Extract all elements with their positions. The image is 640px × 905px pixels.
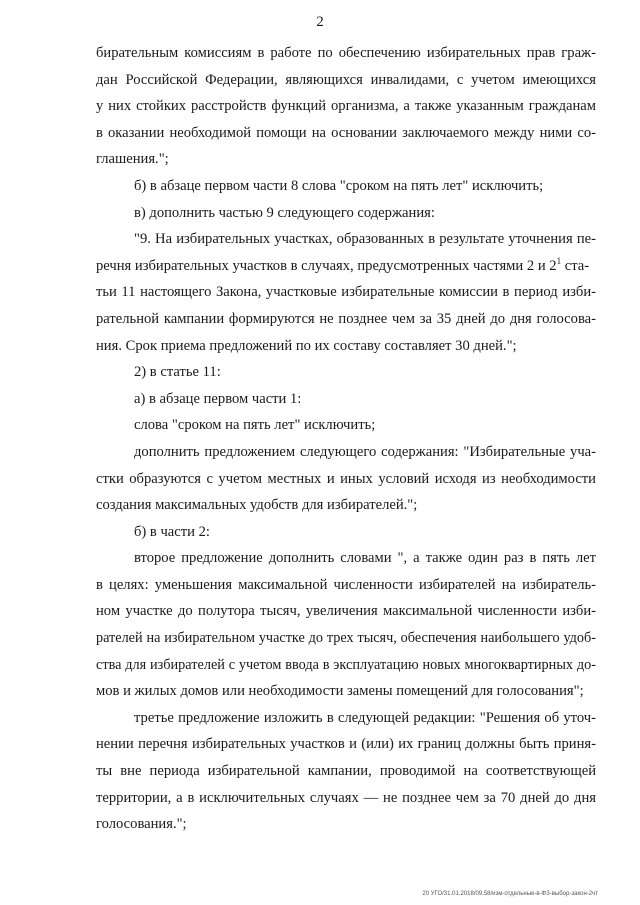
text-line: тьи 11 настоящего Закона, участковые избирательные комиссии в период изби- [96,284,596,301]
text-line [96,253,596,280]
text-line: в оказании необходимой помощи на основании заключаемого между ними со- [96,124,596,141]
text-line: рателей на избирательном участке до трех тысяч, обеспечения наибольшего удоб- [96,630,596,647]
text-line: третье предложение изложить в следующей редакции: "Решения об уточ- [134,709,596,726]
text-line: глашения."; [96,151,169,168]
text-line: территории, а в исключительных случаях — не позднее чем за 70 дней до дня [96,789,596,806]
text-line: второе предложение дополнить словами ", а также один раз в пять лет [134,550,596,567]
superscript: 1 [556,255,562,266]
text-line: дополнить предложением следующего содержания: "Избирательные уча- [134,443,596,460]
page-number: 2 [316,14,324,30]
text-line: 2) в статье 11: [134,364,221,381]
text-line: нении перечня избирательных участков и (или) их границ должны быть приня- [96,736,596,753]
text-line: "9. На избирательных участках, образованных в результате уточнения пе- [134,231,596,248]
text-line: б) в абзаце первом части 8 слова "сроком на пять лет" исключить; [134,177,544,194]
text-line: голосования."; [96,816,187,833]
text-line: ты вне периода избирательной кампании, проводимой на соответствующей [96,763,596,780]
text-line: создания максимальных удобств для избирателей."; [96,497,418,514]
text-line: стки образуются с учетом местных и иных условий исходя из необходимости [96,470,596,487]
text-line: у них стойких расстройств функций организма, а также указанным гражданам [96,98,596,115]
text-segment: ста- [561,257,590,274]
text-line: дан Российской Федерации, являющихся инвалидами, с учетом имеющихся [96,71,596,88]
text-line: ния. Срок приема предложений по их составу составляет 30 дней."; [96,337,517,354]
text-line: ном участке до полутора тысяч, увеличения максимальной численности изби- [96,603,596,620]
text-line: ства для избирателей с учетом ввода в эксплуатацию новых многоквартирных до- [96,656,596,673]
text-segment: речня избирательных участков в случаях, предусмотренных частями 2 и 2 [96,257,557,274]
text-line: в) дополнить частью 9 следующего содержания: [134,204,435,221]
text-line: а) в абзаце первом части 1: [134,390,302,407]
text-line: рательной кампании формируются не позднее чем за 35 дней до дня голосова- [96,310,596,327]
document-footer: 20 УГО/31.01.2018/09.58/изм-отдельные-в-ФЗ-выбор-закон-2чт [422,891,598,897]
text-line: б) в части 2: [134,523,210,540]
text-line: мов и жилых домов или необходимости замены помещений для голосования"; [96,683,584,700]
text-line: бирательным комиссиям в работе по обеспечению избирательных прав граж- [96,45,596,61]
text-line: слова "сроком на пять лет" исключить; [134,417,376,434]
text-line: в целях: уменьшения максимальной численности избирателей на избиратель- [96,576,596,593]
document-body [96,40,596,838]
